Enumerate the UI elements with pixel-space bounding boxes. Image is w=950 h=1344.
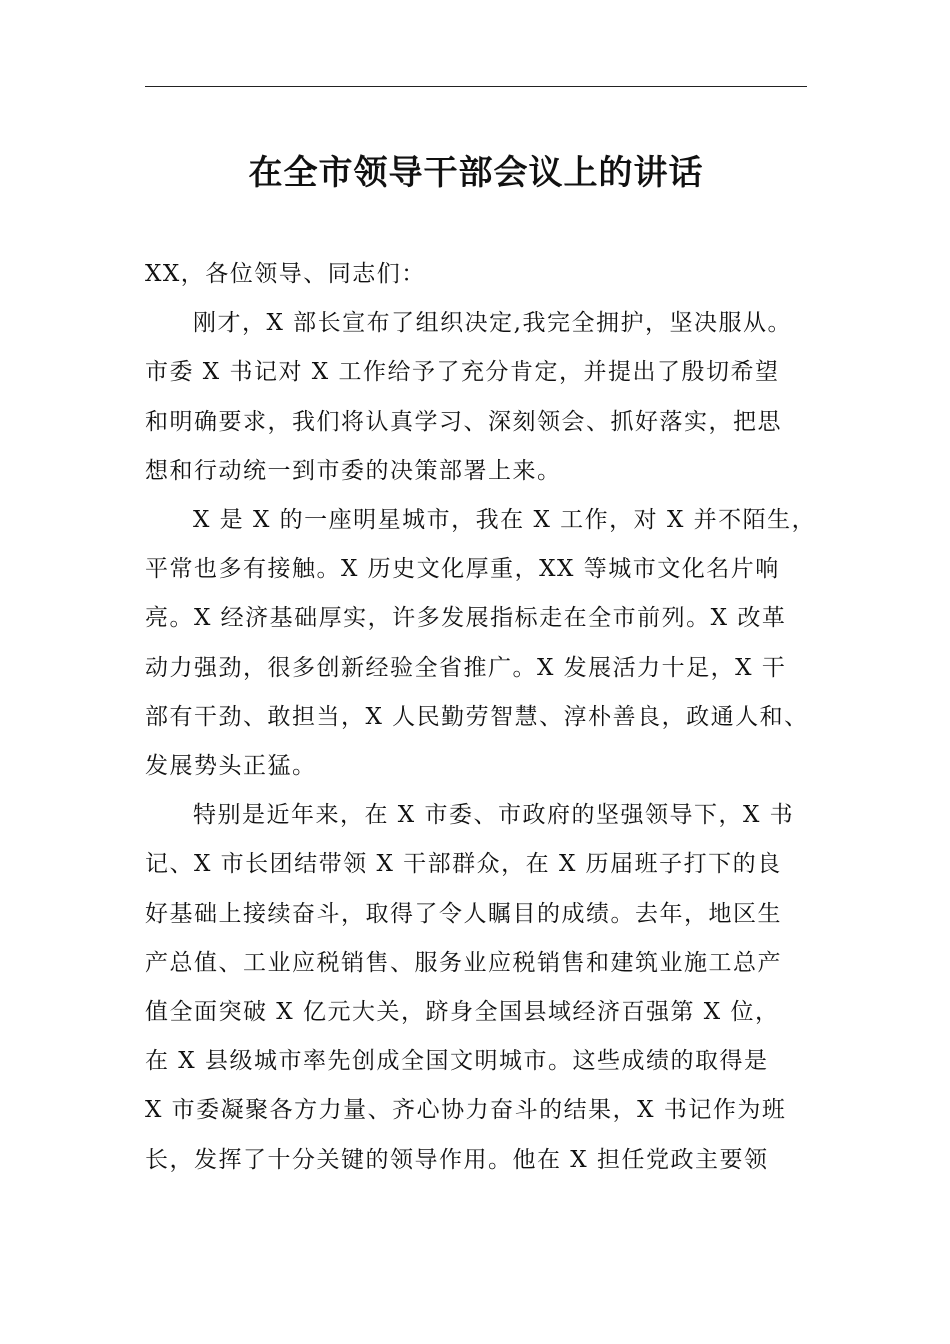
document-body xyxy=(145,250,817,1185)
header-rule xyxy=(145,86,807,87)
paragraph-3 xyxy=(145,791,807,1185)
document-title: 在全市领导干部会议上的讲话 xyxy=(248,153,704,193)
paragraph-line: 刚才，X 部长宣布了组织决定,我完全拥护，坚决服从。 xyxy=(193,310,792,337)
paragraph-line: X 市委凝聚各方力量、齐心协力奋斗的结果，X 书记作为班 xyxy=(145,1097,787,1124)
paragraph-line: 平常也多有接触。X 历史文化厚重，XX 等城市文化名片响 xyxy=(145,556,780,583)
paragraph-2 xyxy=(145,496,817,791)
paragraph-line: 部有干劲、敢担当，X 人民勤劳智慧、淳朴善良，政通人和、 xyxy=(145,703,809,730)
paragraph-line: 市委 X 书记对 X 工作给予了充分肯定，并提出了殷切希望 xyxy=(145,359,780,386)
paragraph-line: 值全面突破 X 亿元大关，跻身全国县域经济百强第 X 位， xyxy=(145,999,780,1026)
paragraph-line: 记、X 市长团结带领 X 干部群众，在 X 历届班子打下的良 xyxy=(145,851,782,878)
paragraph-line: 动力强劲，很多创新经验全省推广。X 发展活力十足，X 干 xyxy=(145,654,787,681)
paragraph-1 xyxy=(145,299,807,496)
paragraph-line: 长，发挥了十分关键的领导作用。他在 X 担任党政主要领 xyxy=(145,1146,769,1173)
paragraph-line: 特别是近年来，在 X 市委、市政府的坚强领导下，X 书 xyxy=(193,802,795,829)
paragraph-line: 亮。X 经济基础厚实，许多发展指标走在全市前列。X 改革 xyxy=(145,605,787,632)
paragraph-line: 和明确要求，我们将认真学习、深刻领会、抓好落实，把思 xyxy=(145,408,782,435)
paragraph-line: 发展势头正猛。 xyxy=(145,753,317,780)
paragraph-line: 好基础上接续奋斗，取得了令人瞩目的成绩。去年，地区生 xyxy=(145,900,782,927)
paragraph-line: 在 X 县级城市率先创成全国文明城市。这些成绩的取得是 xyxy=(145,1048,769,1075)
paragraph-line: 想和行动统一到市委的决策部署上来。 xyxy=(145,457,562,484)
salutation-line: XX，各位领导、同志们： xyxy=(145,261,426,287)
paragraph-line: X 是 X 的一座明星城市，我在 X 工作，对 X 并不陌生， xyxy=(193,507,817,534)
salutation xyxy=(145,250,807,299)
paragraph-line: 产总值、工业应税销售、服务业应税销售和建筑业施工总产 xyxy=(145,949,782,976)
